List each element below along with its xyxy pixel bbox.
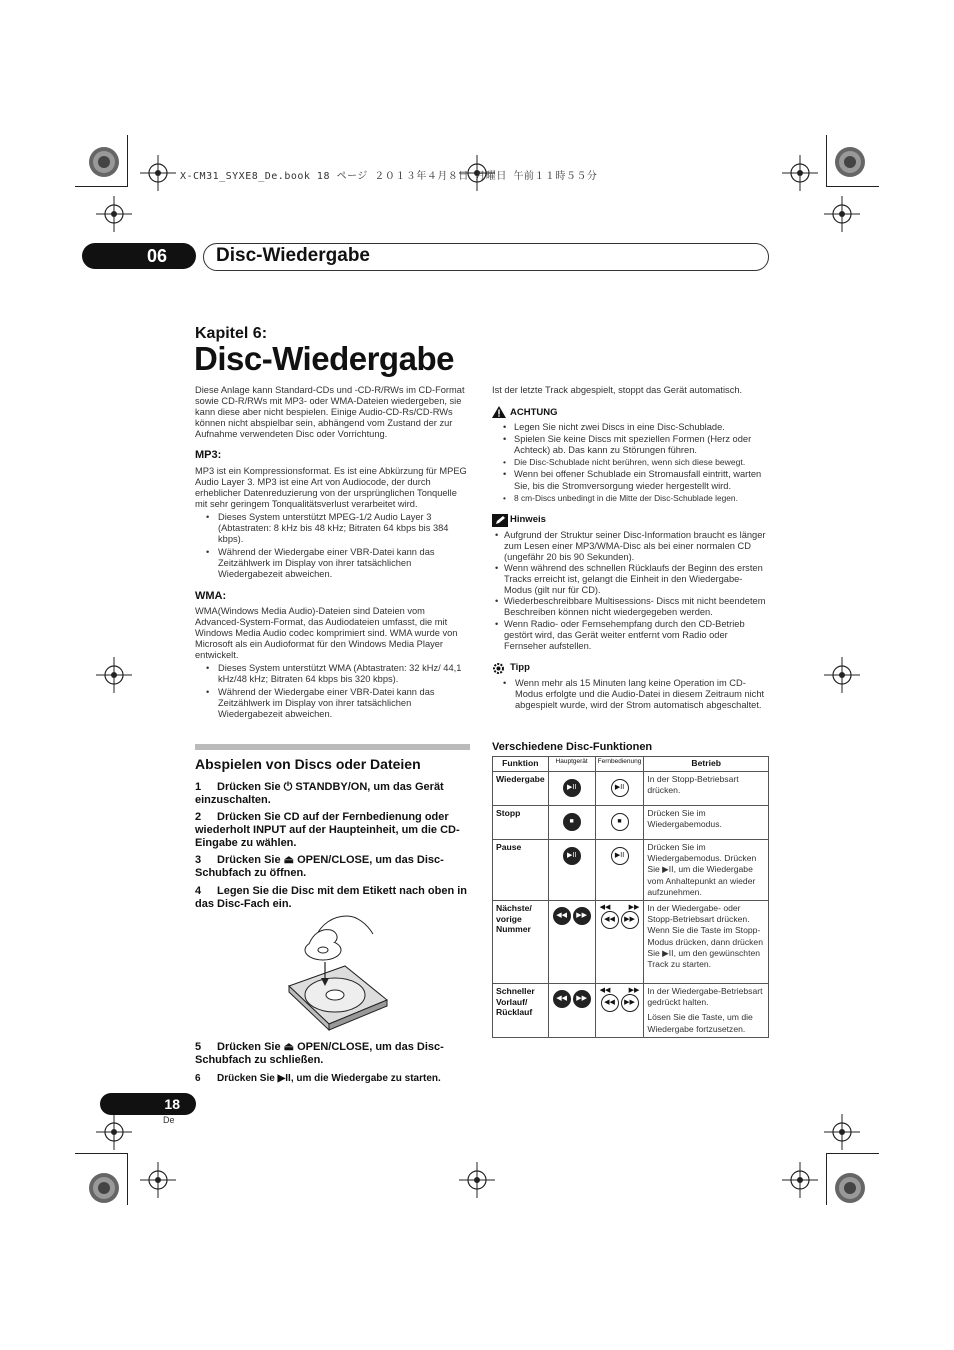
function-name: Wiedergabe (493, 772, 549, 806)
crosshair-mark (96, 196, 132, 232)
page-number-badge: 18 (100, 1093, 196, 1115)
crosshair-mark (140, 155, 176, 191)
function-description: In der Stopp-Betriebsart drücken. (644, 772, 769, 806)
function-description: Drücken Sie im Wiedergabemodus. Drücken Sie ▶II, um die Wiedergabe vom Anhaltepunkt an wieder aufzunehmen. (644, 840, 769, 901)
list-item: • 8 cm-Discs unbedingt in die Mitte der Disc-Schublade legen. (492, 493, 769, 504)
registration-rosette (88, 1172, 120, 1204)
next-track-icon: ▶▶ (621, 911, 639, 929)
fast-forward-icon: ▶▶ (573, 990, 591, 1008)
play-pause-icon: ▶II (563, 779, 581, 797)
list-item: • Legen Sie nicht zwei Discs in eine Disc-Schublade. (492, 422, 769, 433)
list-item: • Spielen Sie keine Discs mit speziellen Formen (Herz oder Achteck) ab. Das kann zu Störungen führen. (492, 434, 769, 456)
play-pause-icon: ▶II (611, 847, 629, 865)
fast-forward-icon: ▶▶ (628, 904, 640, 912)
disc-functions-table (492, 756, 769, 1038)
crosshair-mark (824, 657, 860, 693)
mp3-heading: MP3: (195, 449, 222, 462)
achtung-heading: ACHTUNG (492, 406, 769, 418)
step-4: 4 Legen Sie die Disc mit dem Etikett nach oben in das Disc-Fach ein. (195, 885, 467, 910)
crop-line (827, 1153, 879, 1154)
language-code: De (163, 1115, 175, 1125)
list-item: • Dieses System unterstützt WMA (Abtastraten: 32 kHz/ 44,1 kHz/48 kHz; Bitraten 64 kbps bis 320 kbps). (195, 663, 470, 685)
list-item: • Während der Wiedergabe einer VBR-Datei kann das Zeitzählwerk im Display von ihrer tatsächlichen Wiedergabezeit abweichen. (195, 547, 470, 580)
step-5: 5 Drücken Sie ⏏ OPEN/CLOSE, um das Disc-Schubfach zu schließen. (195, 1041, 444, 1066)
chapter-title: Disc-Wiedergabe (216, 245, 370, 266)
column-header: Funktion (493, 757, 549, 772)
crop-line (826, 1153, 827, 1205)
crop-line (75, 186, 127, 187)
crosshair-mark (96, 657, 132, 693)
fast-forward-icon: ▶▶ (621, 994, 639, 1012)
column-header: Fernbedienung (595, 757, 644, 772)
wma-paragraph: WMA(Windows Media Audio)-Dateien sind Dateien vom Advanced-System-Format, das Audiodateien umfasst, die mit Windows Media Audio codec komprimiert sind. WMA wurde von Microsoft als ein Audioformat für den Windows Media Player entwickelt. (195, 605, 458, 660)
column-header: Betrieb (644, 757, 769, 772)
crosshair-mark (824, 1114, 860, 1150)
kapitel-label: Kapitel 6: (195, 325, 268, 342)
tip-gear-icon (492, 662, 506, 674)
step-3: 3 Drücken Sie ⏏ OPEN/CLOSE, um das Disc-Schubfach zu öffnen. (195, 854, 444, 879)
rewind-icon: ◀◀ (599, 987, 611, 995)
table-row (493, 984, 769, 1038)
play-pause-icon: ▶II (611, 779, 629, 797)
function-name: Stopp (493, 806, 549, 840)
intro-paragraph: Ist der letzte Track abgespielt, stoppt das Gerät automatisch. (492, 385, 743, 395)
previous-track-icon: ◀◀ (601, 911, 619, 929)
mp3-paragraph: MP3 ist ein Kompressionsformat. Es ist eine Abkürzung für MPEG Audio Layer 3. MP3 ist eine Art von Audiocode, der durch erheblicher Datenreduzierung von der ursprünglichen Tonquelle mit sehr geringem Tonqualitätsverlust verarbeitet wird. (195, 465, 467, 509)
crosshair-mark (824, 196, 860, 232)
list-item: • Aufgrund der Struktur seiner Disc-Information braucht es länger zum Lesen einer MP3/WMA-Disc als bei einer normalen CD (ungefähr 20 bis 90 Sekunden). (492, 530, 769, 563)
table-row (493, 772, 769, 806)
play-pause-icon: ▶II (563, 847, 581, 865)
page-title: Disc-Wiedergabe (194, 340, 454, 377)
tipp-heading: Tipp (492, 662, 769, 674)
right-column (492, 385, 769, 711)
description-line: Lösen Sie die Taste, um die Wiedergabe fortzusetzen. (647, 1012, 753, 1034)
crosshair-mark (782, 1162, 818, 1198)
function-description (644, 984, 769, 1038)
hinweis-heading: Hinweis (492, 514, 769, 526)
list-item: • Wiederbeschreibbare Multisessions- Discs mit nicht beendetem Beschreiben können nicht wiedergegeben werden. (492, 596, 769, 618)
crop-line (127, 135, 128, 187)
previous-track-icon: ◀◀ (553, 907, 571, 925)
list-item: • Wenn während des schnellen Rücklaufs der Beginn des ersten Tracks erreicht ist, gelangt die Einheit in den Wiedergabe- Modus (gilt nur für CD). (492, 563, 769, 596)
rewind-icon: ◀◀ (601, 994, 619, 1012)
list-item: • Wenn bei offener Schublade ein Stromausfall eintritt, warten Sie, bis die Stromversorgung wieder hergestellt wird. (492, 469, 769, 491)
function-name: Schneller Vorlauf/ Rücklauf (493, 984, 549, 1038)
step-6: 6 Drücken Sie ▶II, um die Wiedergabe zu starten. (195, 1073, 441, 1084)
function-description: In der Wiedergabe- oder Stopp-Betriebsart drücken. Wenn Sie die Taste im Stopp-Modus drücken, dann drücken Sie ▶II, um den gewünschten Track zu starten. (644, 901, 769, 984)
step-2: 2 Drücken Sie CD auf der Fernbedienung oder wiederholt INPUT auf der Haupteinheit, um die CD-Eingabe zu wählen. (195, 811, 460, 849)
chapter-number-badge: 06 (82, 243, 196, 269)
rewind-icon: ◀◀ (599, 904, 611, 912)
list-item: • Dieses System unterstützt MPEG-1/2 Audio Layer 3 (Abtastraten: 8 kHz bis 48 kHz; Bitraten 64 kbps bis 384 kbps). (195, 512, 470, 545)
next-track-icon: ▶▶ (573, 907, 591, 925)
note-pencil-icon (492, 514, 506, 526)
list-item: • Die Disc-Schublade nicht berühren, wenn sich diese bewegt. (492, 457, 769, 468)
stop-icon: ■ (611, 813, 629, 831)
table-row (493, 901, 769, 984)
crosshair-mark (140, 1162, 176, 1198)
step-1: 1 Drücken Sie ⏻ STANDBY/ON, um das Gerät einzuschalten. (195, 781, 444, 806)
registration-rosette (834, 1172, 866, 1204)
section-divider (195, 744, 470, 750)
function-description: Drücken Sie im Wiedergabemodus. (644, 806, 769, 840)
list-item: • Während der Wiedergabe einer VBR-Datei kann das Zeitzählwerk im Display von ihrer tatsächlichen Wiedergabezeit abweichen. (195, 687, 470, 720)
table-heading: Verschiedene Disc-Funktionen (492, 741, 653, 753)
crop-line (827, 186, 879, 187)
description-line: In der Wiedergabe-Betriebsart gedrückt halten. (647, 986, 763, 1008)
registration-rosette (834, 146, 866, 178)
rewind-icon: ◀◀ (553, 990, 571, 1008)
registration-rosette (88, 146, 120, 178)
crop-line (75, 1153, 127, 1154)
crosshair-mark (459, 1162, 495, 1198)
warning-icon (492, 406, 506, 418)
table-row (493, 806, 769, 840)
wma-heading: WMA: (195, 589, 227, 602)
table-row (493, 840, 769, 901)
section-heading: Abspielen von Discs oder Dateien (195, 756, 421, 772)
function-name: Nächste/ vorige Nummer (493, 901, 549, 984)
table-header-row (493, 757, 769, 772)
fast-forward-icon: ▶▶ (628, 987, 640, 995)
list-item: • Wenn Radio- oder Fernsehempfang durch den CD-Betrieb gestört wird, das Gerät weiter entfernt vom Radio oder Fernseher aufstellen. (492, 619, 769, 652)
function-name: Pause (493, 840, 549, 901)
crosshair-mark (782, 155, 818, 191)
crop-line (127, 1153, 128, 1205)
disc-tray-illustration (285, 910, 390, 1032)
left-column (195, 385, 470, 721)
column-header: Hauptgerät (548, 757, 595, 772)
book-file-header: X-CM31_SYXE8_De.book 18 ページ ２０１３年４月８日 月曜日 午前１１時５５分 (180, 171, 598, 182)
stop-icon: ■ (563, 813, 581, 831)
intro-paragraph: Diese Anlage kann Standard-CDs und -CD-R/RWs im CD-Format sowie CD-R/RWs mit MP3- oder WMA-Dateien wiedergeben, sie kann diese aber nicht bespielen. Einige Audio-CD-Rs/CD-RWs können nicht abspielbar sein, abhängend vom Zustand der zur Aufnahme verwendeten Disc oder Vorrichtung. (195, 385, 465, 440)
list-item: • Wenn mehr als 15 Minuten lang keine Operation im CD-Modus erfolgte und die Audio-Datei in diesem Zeitraum nicht abgespielt wurde, wird der Strom automatisch abgeschaltet. (492, 678, 769, 711)
crosshair-mark (96, 1114, 132, 1150)
crop-line (826, 135, 827, 187)
